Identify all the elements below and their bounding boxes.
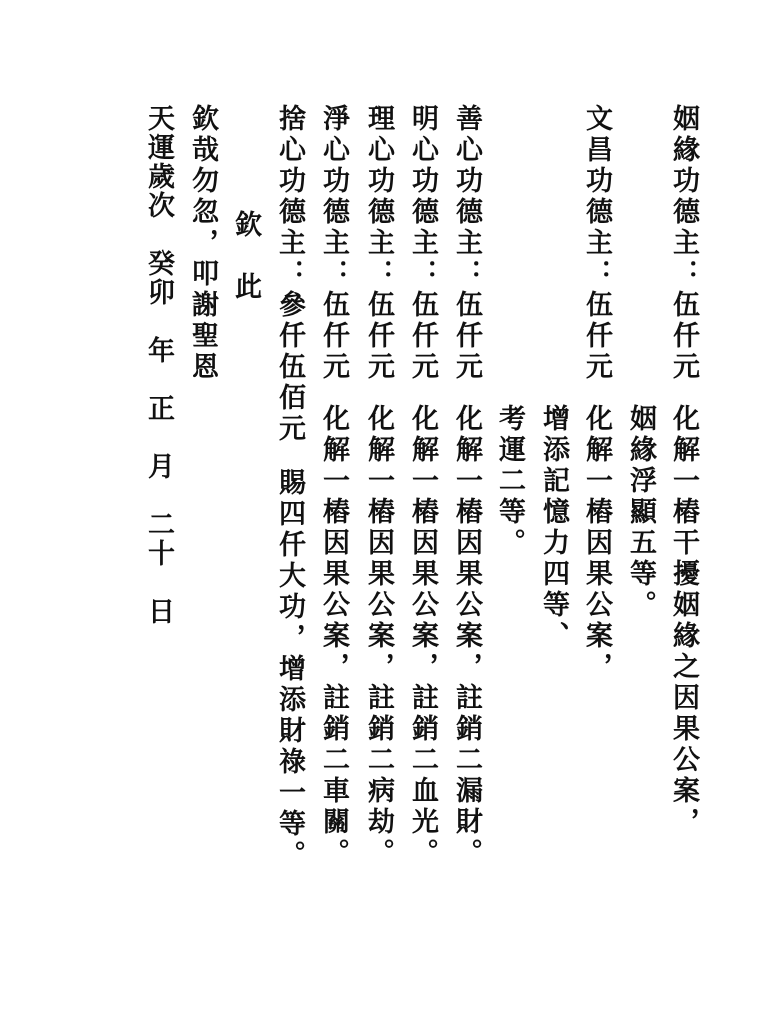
text-column-1b: 化解一樁干擾姻緣之因果公案，: [668, 404, 699, 838]
text-column-8a: 理心功德主：伍仟元: [363, 104, 394, 383]
text-column-8b: 化解一樁因果公案，註銷二病劫。: [363, 404, 394, 869]
text-column-7b: 化解一樁因果公案，註銷二血光。: [407, 404, 438, 869]
text-column-6b: 化解一樁因果公案，註銷二漏財。: [451, 404, 482, 869]
text-column-1a: 姻緣功德主：伍仟元: [668, 104, 699, 383]
text-column-4: 增添記憶力四等、: [538, 404, 569, 652]
text-column-3a: 文昌功德主：伍仟元: [581, 104, 612, 383]
text-column-10a: 捨心功德主：參仟伍佰元: [274, 104, 305, 445]
text-column-10b: 賜四仟大功，增添財祿一等。: [274, 468, 305, 871]
text-column-9a: 淨心功德主：伍仟元: [318, 104, 349, 383]
text-column-5: 考運二等。: [494, 404, 525, 559]
text-column-7a: 明心功德主：伍仟元: [407, 104, 438, 383]
text-column-11: 欽 此: [230, 210, 261, 303]
text-column-2: 姻緣浮顯五等。: [625, 404, 656, 621]
text-column-13: 天運歲次 癸卯 年 正 月 二十 日: [143, 104, 174, 626]
text-column-6a: 善心功德主：伍仟元: [451, 104, 482, 383]
text-column-3b: 化解一樁因果公案，: [581, 404, 612, 683]
text-column-9b: 化解一樁因果公案，註銷二車關。: [318, 404, 349, 869]
text-column-12: 欽哉勿忽，叩謝聖恩: [187, 104, 218, 383]
